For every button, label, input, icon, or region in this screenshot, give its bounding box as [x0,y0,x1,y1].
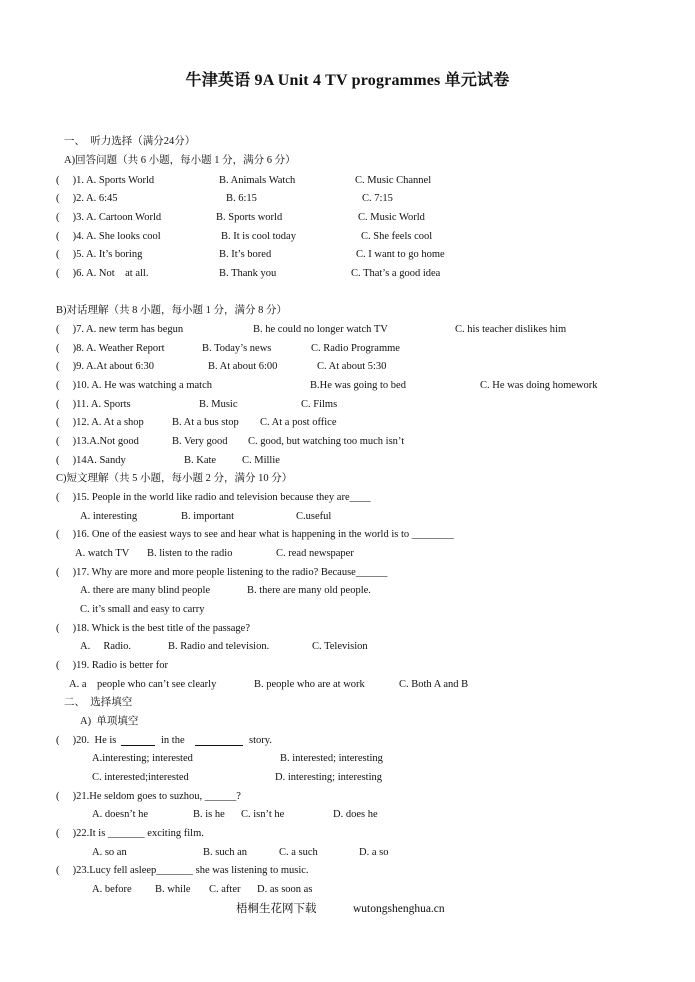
text-line: A. there are many blind people [80,585,211,596]
text-line: ( )6. A. Not at all. [56,268,149,279]
text-line: ( )12. A. At a shop [56,417,144,428]
text-line: C. after [209,884,241,895]
text-line: ( )13.A.Not good [56,436,139,447]
text-line: C. She feels cool [361,231,433,242]
text-line: ( )9. A.At about 6:30 [56,361,154,372]
text-line: B. listen to the radio [147,548,233,559]
text-line: C. Radio Programme [311,343,400,354]
text-line: C. Millie [242,455,280,466]
text-line: C. Both A and B [399,679,469,690]
text-line: B. Kate [184,455,217,466]
text-line: 一、 听力选择（满分24分） [64,136,196,147]
text-line: ( )19. Radio is better for [56,660,168,671]
text-line: ( )3. A. Cartoon World [56,212,162,223]
text-line: B. Sports world [216,212,283,223]
text-line: D. does he [333,809,378,820]
text-line: B. At a bus stop [172,417,239,428]
text-line: B. he could no longer watch TV [253,324,388,335]
text-line: C. isn’t he [241,809,285,820]
text-line: B. 6:15 [226,193,257,204]
text-line: ( )4. A. She looks cool [56,231,161,242]
text-line: A. doesn’t he [92,809,149,820]
text-line: B. Radio and television. [168,641,270,652]
text-line: B. Thank you [219,268,277,279]
text-line: ( )2. A. 6:45 [56,193,118,204]
text-line: B.He was going to bed [310,380,406,391]
text-line: B. such an [203,847,248,858]
text-line: ( )17. Why are more and more people listening to the radio? Because______ [56,567,388,578]
text-line: C. He was doing homework [480,380,598,391]
text-line: ( )8. A. Weather Report [56,343,165,354]
text-line: B. Animals Watch [219,175,296,186]
text-line: ( )7. A. new term has begun [56,324,184,335]
text-line: B. there are many old people. [247,585,371,596]
text-line: ( )10. A. He was watching a match [56,380,212,391]
text-line: D. a so [359,847,389,858]
text-line: B. Music [199,399,238,410]
text-line: ( )1. A. Sports World [56,175,155,186]
text-line: in the [161,735,185,746]
footer-site-name: 梧桐生花网下载 [236,903,317,915]
footer-site-url: wutongshenghua.cn [353,903,445,915]
text-line: ( )15. People in the world like radio and television because they are____ [56,492,371,503]
text-line: 二、 选择填空 [64,697,133,708]
text-line: B. Very good [172,436,228,447]
text-line: ( )20. He is [56,735,117,746]
text-line: B. interested; interesting [280,753,383,764]
text-line: A. before [92,884,132,895]
text-line: B. important [181,511,235,522]
text-line: B. At about 6:00 [208,361,278,372]
page-title: 牛津英语 9A Unit 4 TV programmes 单元试卷 [185,72,510,89]
text-line: A)回答问题（共 6 小题，每小题 1 分，满分 6 分） [64,155,296,166]
text-line: A. watch TV [75,548,130,559]
text-line: B. It’s bored [219,249,272,260]
text-line: C. read newspaper [276,548,354,559]
text-line: B. is he [193,809,225,820]
text-line: ( )21.He seldom goes to suzhou, ______? [56,791,241,802]
text-line: A. so an [92,847,127,858]
text-line: D. as soon as [257,884,313,895]
text-line: C. it’s small and easy to carry [80,604,205,615]
text-line: C. Television [312,641,368,652]
answer-blank [195,745,243,746]
text-line: C. good, but watching too much isn’t [248,436,405,447]
text-line: ( )16. One of the easiest ways to see and hear what is happening in the world is to ________ [56,529,454,540]
text-line: story. [249,735,272,746]
text-line: B)对话理解（共 8 小题，每小题 1 分，满分 8 分） [56,305,287,316]
text-line: C. interested;interested [92,772,189,783]
text-line: C. a such [279,847,318,858]
text-line: ( )14A. Sandy [56,455,126,466]
text-line: C. I want to go home [356,249,445,260]
text-line: B. while [155,884,191,895]
answer-blank [121,745,155,746]
text-line: A) 单项填空 [80,716,139,727]
text-line: C. 7:15 [362,193,393,204]
text-line: ( )18. Whick is the best title of the passage? [56,623,251,634]
text-line: C. Films [301,399,338,410]
text-line: C. Music World [358,212,425,223]
text-line: C. That’s a good idea [351,268,441,279]
text-line: C.useful [296,511,332,522]
text-line: C. his teacher dislikes him [455,324,567,335]
text-line: D. interesting; interesting [275,772,383,783]
text-line: C. At about 5:30 [317,361,387,372]
text-line: C)短文理解（共 5 小题，每小题 2 分，满分 10 分） [56,473,293,484]
text-line: C. Music Channel [355,175,432,186]
text-line: A. Radio. [80,641,132,652]
text-line: A.interesting; interested [92,753,193,764]
text-line: B. It is cool today [221,231,296,242]
text-line: B. people who are at work [254,679,365,690]
text-line: ( )5. A. It’s boring [56,249,143,260]
text-line: A. interesting [80,511,138,522]
text-line: A. a people who can’t see clearly [69,679,217,690]
text-line: ( )22.It is _______ exciting film. [56,828,204,839]
text-line: C. At a post office [260,417,337,428]
text-line: ( )11. A. Sports [56,399,131,410]
text-line: B. Today’s news [202,343,272,354]
text-line: ( )23.Lucy fell asleep_______ she was listening to music. [56,865,309,876]
